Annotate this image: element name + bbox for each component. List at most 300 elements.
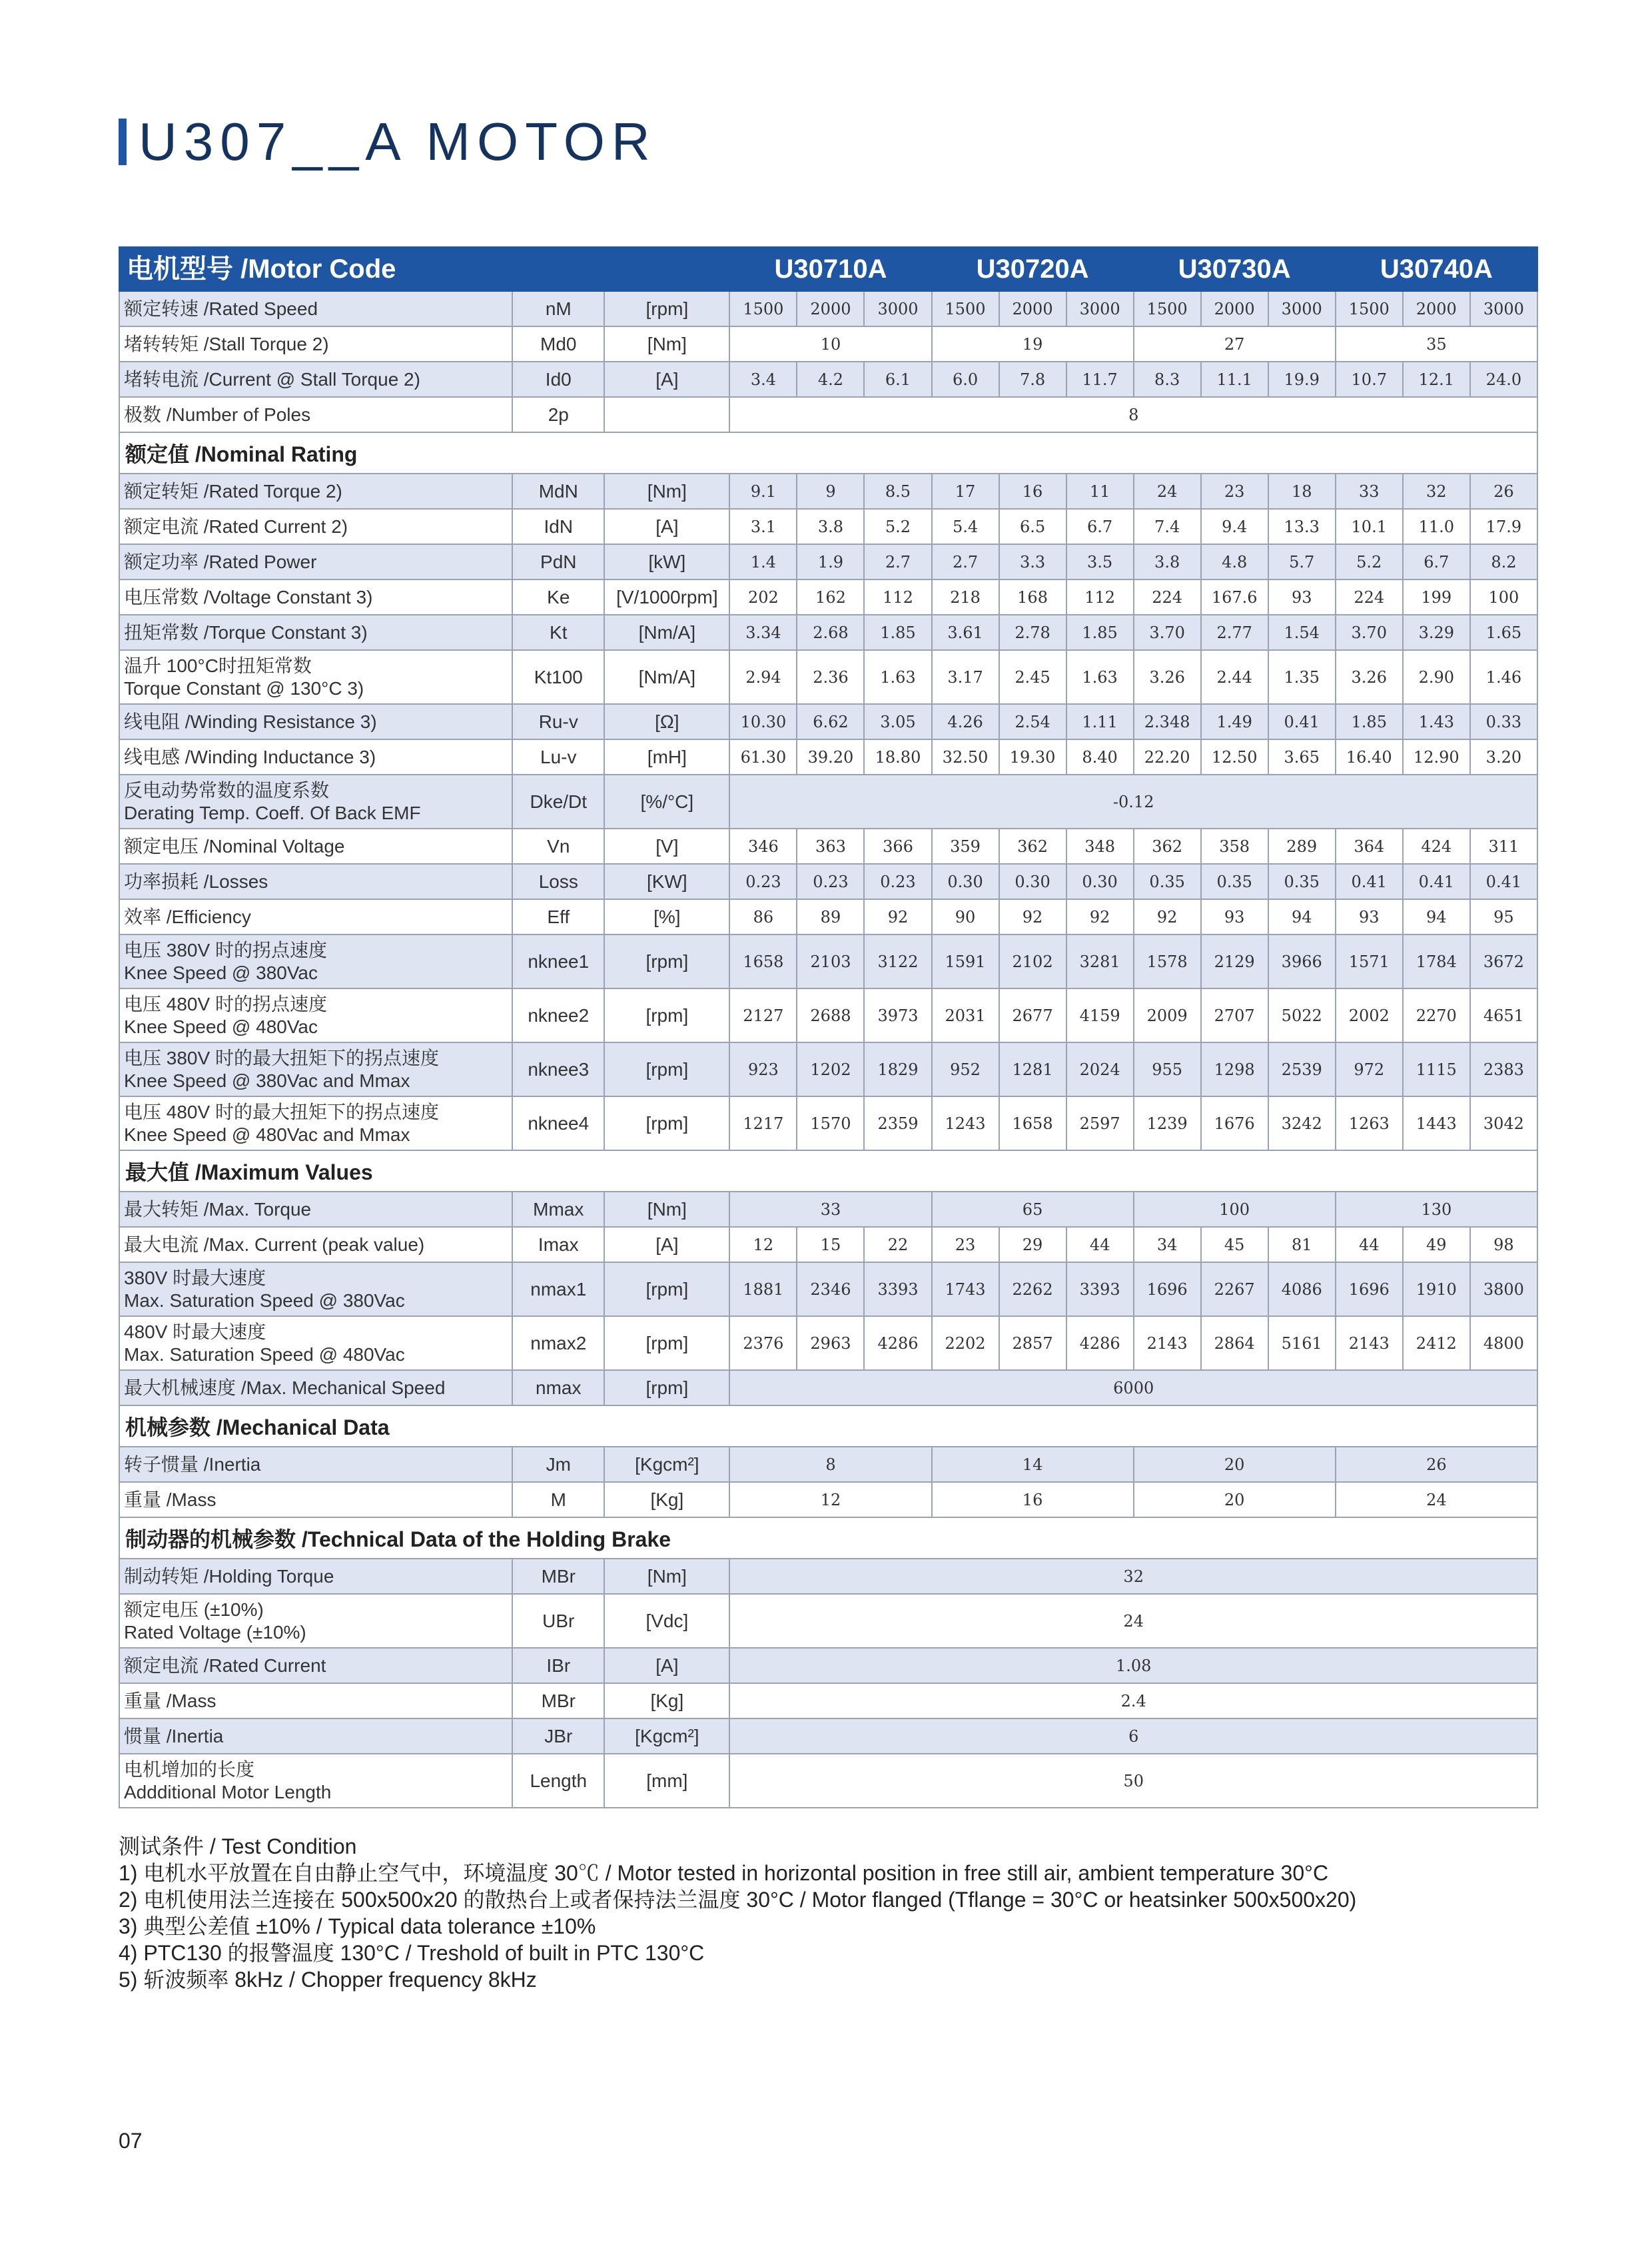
symbol-cell: Md0 [512,326,604,362]
parameter-label [119,775,512,829]
parameter-label [119,1096,512,1150]
value-cell: 22.20 [1134,739,1201,775]
group-value-cell: 20 [1134,1447,1336,1482]
value-cell: 98 [1470,1227,1537,1262]
value-cell: 2.68 [797,615,864,650]
value-cell: 3393 [864,1262,931,1316]
group-value-cell: 14 [932,1447,1134,1482]
parameter-label [119,326,512,362]
value-cell: 2864 [1201,1316,1268,1370]
unit-cell: [mm] [604,1754,729,1808]
value-cell: 1829 [864,1042,931,1096]
page-title-block [119,112,657,171]
label-line: 惯量 /Inertia [124,1725,224,1746]
value-cell: 11 [1066,474,1134,509]
value-cell: 2376 [729,1316,797,1370]
value-cell: 3.8 [1134,544,1201,579]
parameter-label [119,864,512,899]
value-cell: 1696 [1336,1262,1403,1316]
table-row [119,988,1537,1042]
parameter-label [119,1370,512,1405]
value-cell: 9.4 [1201,509,1268,544]
value-cell: 3966 [1268,934,1336,988]
unit-cell: [V] [604,829,729,864]
value-cell: 8.3 [1134,362,1201,397]
value-cell: 955 [1134,1042,1201,1096]
model-header: U30720A [932,247,1134,291]
table-row [119,1227,1537,1262]
value-cell: 363 [797,829,864,864]
value-cell: 19.30 [999,739,1066,775]
value-cell: 39.20 [797,739,864,775]
label-line: Rated Voltage (±10%) [124,1621,306,1643]
table-row [119,1370,1537,1405]
group-value-cell: 35 [1336,326,1537,362]
value-cell: 2000 [1201,291,1268,326]
value-cell: 2688 [797,988,864,1042]
value-cell: 0.35 [1201,864,1268,899]
value-cell: 23 [1201,474,1268,509]
table-row [119,739,1537,775]
model-header: U30740A [1336,247,1537,291]
value-cell: 4286 [864,1316,931,1370]
section-row [119,432,1537,474]
all-models-value-cell: 24 [729,1594,1537,1648]
value-cell: 100 [1470,579,1537,615]
value-cell: 2.44 [1201,650,1268,704]
group-value-cell: 10 [729,326,931,362]
table-row [119,1042,1537,1096]
value-cell: 1281 [999,1042,1066,1096]
value-cell: 2.45 [999,650,1066,704]
value-cell: 18 [1268,474,1336,509]
label-line: Max. Saturation Speed @ 480Vac [124,1343,405,1365]
parameter-label [119,1559,512,1594]
unit-cell: [Nm/A] [604,615,729,650]
value-cell: 2.54 [999,704,1066,739]
parameter-label [119,397,512,432]
table-row [119,1262,1537,1316]
value-cell: 3.17 [932,650,999,704]
unit-cell: [rpm] [604,1262,729,1316]
group-value-cell: 12 [729,1482,931,1517]
unit-cell: [rpm] [604,1042,729,1096]
value-cell: 162 [797,579,864,615]
group-value-cell: 65 [932,1192,1134,1227]
unit-cell: [rpm] [604,1316,729,1370]
value-cell: 1500 [1336,291,1403,326]
symbol-cell: M [512,1482,604,1517]
unit-cell: [rpm] [604,291,729,326]
parameter-label [119,1316,512,1370]
all-models-value-cell: 8 [729,397,1537,432]
symbol-cell: nknee2 [512,988,604,1042]
value-cell: 15 [797,1227,864,1262]
group-value-cell: 16 [932,1482,1134,1517]
group-value-cell: 100 [1134,1192,1336,1227]
unit-cell: [kW] [604,544,729,579]
value-cell: 94 [1403,899,1470,934]
value-cell: 12.1 [1403,362,1470,397]
value-cell: 218 [932,579,999,615]
table-row [119,1447,1537,1482]
unit-cell: [Nm] [604,1192,729,1227]
value-cell: 49 [1403,1227,1470,1262]
symbol-cell: 2p [512,397,604,432]
note-line: 测试条件 / Test Condition [119,1834,357,1858]
value-cell: 86 [729,899,797,934]
label-line: 480V 时最大速度 [124,1321,266,1342]
value-cell: 1784 [1403,934,1470,988]
value-cell: 24 [1134,474,1201,509]
value-cell: 11.0 [1403,509,1470,544]
value-cell: 92 [864,899,931,934]
value-cell: 289 [1268,829,1336,864]
value-cell: 5.4 [932,509,999,544]
table-row [119,1718,1537,1754]
unit-cell: [A] [604,1227,729,1262]
value-cell: 11.7 [1066,362,1134,397]
symbol-cell: Kt100 [512,650,604,704]
value-cell: 346 [729,829,797,864]
value-cell: 5161 [1268,1316,1336,1370]
table-row [119,579,1537,615]
value-cell: 89 [797,899,864,934]
parameter-label [119,899,512,934]
all-models-value-cell: 2.4 [729,1683,1537,1718]
value-cell: 92 [1066,899,1134,934]
value-cell: 0.41 [1470,864,1537,899]
table-row [119,829,1537,864]
value-cell: 1570 [797,1096,864,1150]
label-line: Knee Speed @ 380Vac [124,962,318,983]
table-row [119,650,1537,704]
value-cell: 17.9 [1470,509,1537,544]
value-cell: 1676 [1201,1096,1268,1150]
label-line: 反电动势常数的温度系数 [124,779,330,801]
label-line: 重量 /Mass [124,1690,216,1711]
value-cell: 45 [1201,1227,1268,1262]
value-cell: 3.26 [1336,650,1403,704]
value-cell: 6.5 [999,509,1066,544]
group-value-cell: 130 [1336,1192,1537,1227]
symbol-cell: Id0 [512,362,604,397]
model-header: U30710A [729,247,931,291]
label-line: 转子惯量 /Inertia [124,1453,261,1475]
value-cell: 3.26 [1134,650,1201,704]
value-cell: 2009 [1134,988,1201,1042]
unit-cell: [Nm/A] [604,650,729,704]
label-line: 堵转电流 /Current @ Stall Torque 2) [124,368,420,390]
value-cell: 1.54 [1268,615,1336,650]
unit-cell: [Vdc] [604,1594,729,1648]
value-cell: 93 [1201,899,1268,934]
value-cell: 4800 [1470,1316,1537,1370]
value-cell: 7.4 [1134,509,1201,544]
section-heading: 制动器的机械参数 /Technical Data of the Holding Brake [119,1517,1537,1559]
value-cell: 2129 [1201,934,1268,988]
table-row [119,704,1537,739]
value-cell: 16 [999,474,1066,509]
parameter-label [119,1447,512,1482]
value-cell: 4.2 [797,362,864,397]
value-cell: 348 [1066,829,1134,864]
label-line: Derating Temp. Coeff. Of Back EMF [124,802,421,823]
label-line: 额定电流 /Rated Current [124,1655,326,1676]
value-cell: 2.36 [797,650,864,704]
title-accent-bar [119,119,127,165]
value-cell: 1658 [729,934,797,988]
symbol-cell: JBr [512,1718,604,1754]
value-cell: 1.4 [729,544,797,579]
value-cell: 22 [864,1227,931,1262]
value-cell: 5.2 [1336,544,1403,579]
value-cell: 3042 [1470,1096,1537,1150]
label-line: 380V 时最大速度 [124,1267,266,1288]
value-cell: 0.23 [729,864,797,899]
value-cell: 3973 [864,988,931,1042]
unit-cell: [Kg] [604,1683,729,1718]
table-row [119,899,1537,934]
symbol-cell: Eff [512,899,604,934]
symbol-cell: Vn [512,829,604,864]
table-row [119,1683,1537,1718]
unit-cell: [Kgcm²] [604,1447,729,1482]
value-cell: 2.348 [1134,704,1201,739]
value-cell: 2002 [1336,988,1403,1042]
value-cell: 0.41 [1268,704,1336,739]
value-cell: 4.26 [932,704,999,739]
value-cell: 2412 [1403,1316,1470,1370]
unit-cell: [Nm] [604,326,729,362]
label-line: 最大转矩 /Max. Torque [124,1198,312,1220]
unit-cell: [A] [604,1648,729,1683]
value-cell: 5022 [1268,988,1336,1042]
label-line: Max. Saturation Speed @ 380Vac [124,1290,405,1311]
value-cell: 1.65 [1470,615,1537,650]
value-cell: 1.43 [1403,704,1470,739]
value-cell: 3.65 [1268,739,1336,775]
value-cell: 168 [999,579,1066,615]
label-line: 电压 380V 时的最大扭矩下的拐点速度 [124,1047,439,1068]
value-cell: 2000 [999,291,1066,326]
value-cell: 112 [864,579,931,615]
label-line: 重量 /Mass [124,1489,216,1510]
value-cell: 2267 [1201,1262,1268,1316]
value-cell: 358 [1201,829,1268,864]
label-line: 电压常数 /Voltage Constant 3) [124,586,373,607]
parameter-label [119,1648,512,1683]
label-line: 额定转矩 /Rated Torque 2) [124,480,342,502]
value-cell: 2031 [932,988,999,1042]
note-line: 1) 电机水平放置在自由静止空气中，环境温度 30℃ / Motor tested in horizontal position in free still air, ambient temperature 30°C [119,1861,1329,1885]
symbol-cell: Mmax [512,1192,604,1227]
motor-code-label: 电机型号 /Motor Code [119,247,729,291]
label-line: 额定电流 /Rated Current 2) [124,516,348,537]
parameter-label [119,1718,512,1754]
value-cell: 4.8 [1201,544,1268,579]
section-row [119,1150,1537,1192]
value-cell: 10.7 [1336,362,1403,397]
label-line: 线电感 /Winding Inductance 3) [124,746,376,767]
test-conditions-notes [119,1833,1356,1993]
label-line: 扭矩常数 /Torque Constant 3) [124,621,368,643]
value-cell: 3.61 [932,615,999,650]
parameter-label [119,934,512,988]
symbol-cell: nmax [512,1370,604,1405]
unit-cell: [rpm] [604,1370,729,1405]
value-cell: 4651 [1470,988,1537,1042]
value-cell: 1.85 [1336,704,1403,739]
value-cell: 2707 [1201,988,1268,1042]
table-row [119,1316,1537,1370]
value-cell: 6.62 [797,704,864,739]
value-cell: 12 [729,1227,797,1262]
label-line: 电压 380V 时的拐点速度 [124,939,327,960]
group-value-cell: 33 [729,1192,931,1227]
symbol-cell: nknee3 [512,1042,604,1096]
unit-cell: [rpm] [604,934,729,988]
value-cell: 202 [729,579,797,615]
value-cell: 3122 [864,934,931,988]
value-cell: 2539 [1268,1042,1336,1096]
label-line: 线电阻 /Winding Resistance 3) [124,711,377,732]
value-cell: 0.23 [797,864,864,899]
all-models-value-cell: 1.08 [729,1648,1537,1683]
value-cell: 0.30 [1066,864,1134,899]
unit-cell: [KW] [604,864,729,899]
group-value-cell: 24 [1336,1482,1537,1517]
value-cell: 3.05 [864,704,931,739]
unit-cell: [Nm] [604,474,729,509]
motor-spec-table [119,246,1538,1808]
parameter-label [119,829,512,864]
value-cell: 2262 [999,1262,1066,1316]
value-cell: 4286 [1066,1316,1134,1370]
section-heading: 额定值 /Nominal Rating [119,432,1537,474]
value-cell: 0.33 [1470,704,1537,739]
value-cell: 224 [1134,579,1201,615]
value-cell: 26 [1470,474,1537,509]
value-cell: 3672 [1470,934,1537,988]
table-row [119,474,1537,509]
parameter-label [119,1754,512,1808]
value-cell: 2.78 [999,615,1066,650]
table-row [119,1754,1537,1808]
symbol-cell: MdN [512,474,604,509]
value-cell: 0.30 [999,864,1066,899]
value-cell: 2677 [999,988,1066,1042]
label-line: 效率 /Efficiency [124,906,251,927]
value-cell: 6.1 [864,362,931,397]
value-cell: 4159 [1066,988,1134,1042]
table-row [119,1096,1537,1150]
label-line: 最大电流 /Max. Current (peak value) [124,1234,425,1255]
parameter-label [119,509,512,544]
table-row [119,1594,1537,1648]
label-line: 电压 480V 时的最大扭矩下的拐点速度 [124,1101,439,1122]
unit-cell: [%/°C] [604,775,729,829]
parameter-label [119,362,512,397]
label-line: Addditional Motor Length [124,1781,332,1802]
value-cell: 34 [1134,1227,1201,1262]
value-cell: 362 [1134,829,1201,864]
unit-cell: [Kgcm²] [604,1718,729,1754]
value-cell: 9 [797,474,864,509]
value-cell: 1500 [1134,291,1201,326]
value-cell: 3.29 [1403,615,1470,650]
value-cell: 3.1 [729,509,797,544]
value-cell: 3000 [864,291,931,326]
symbol-cell: Imax [512,1227,604,1262]
label-line: 温升 100°C时扭矩常数 [124,655,312,676]
value-cell: 3.3 [999,544,1066,579]
value-cell: 2270 [1403,988,1470,1042]
value-cell: 1571 [1336,934,1403,988]
value-cell: 1578 [1134,934,1201,988]
value-cell: 2346 [797,1262,864,1316]
value-cell: 224 [1336,579,1403,615]
all-models-value-cell: 32 [729,1559,1537,1594]
value-cell: 5.2 [864,509,931,544]
label-line: 额定功率 /Rated Power [124,551,317,572]
table-row [119,864,1537,899]
value-cell: 3.20 [1470,739,1537,775]
symbol-cell: nknee4 [512,1096,604,1150]
value-cell: 2.7 [932,544,999,579]
parameter-label [119,615,512,650]
value-cell: 3242 [1268,1096,1336,1150]
section-row [119,1517,1537,1559]
value-cell: 44 [1066,1227,1134,1262]
value-cell: 2.94 [729,650,797,704]
value-cell: 32 [1403,474,1470,509]
parameter-label [119,1192,512,1227]
label-line: Knee Speed @ 380Vac and Mmax [124,1070,410,1091]
unit-cell: [A] [604,362,729,397]
value-cell: 1.11 [1066,704,1134,739]
group-value-cell: 20 [1134,1482,1336,1517]
value-cell: 1500 [729,291,797,326]
value-cell: 33 [1336,474,1403,509]
value-cell: 952 [932,1042,999,1096]
value-cell: 1298 [1201,1042,1268,1096]
value-cell: 359 [932,829,999,864]
value-cell: 2597 [1066,1096,1134,1150]
table-row [119,1482,1537,1517]
label-line: Torque Constant @ 130°C 3) [124,677,364,699]
group-value-cell: 8 [729,1447,931,1482]
value-cell: 3281 [1066,934,1134,988]
value-cell: 1658 [999,1096,1066,1150]
value-cell: 1881 [729,1262,797,1316]
value-cell: 1443 [1403,1096,1470,1150]
table-row [119,362,1537,397]
symbol-cell: nmax2 [512,1316,604,1370]
note-line: 5) 斩波频率 8kHz / Chopper frequency 8kHz [119,1968,537,1992]
value-cell: 2359 [864,1096,931,1150]
value-cell: 1500 [932,291,999,326]
table-row [119,291,1537,326]
table-row [119,1192,1537,1227]
value-cell: 1696 [1134,1262,1201,1316]
value-cell: 2202 [932,1316,999,1370]
value-cell: 18.80 [864,739,931,775]
parameter-label [119,1227,512,1262]
table-row [119,1559,1537,1594]
value-cell: 32.50 [932,739,999,775]
value-cell: 93 [1336,899,1403,934]
